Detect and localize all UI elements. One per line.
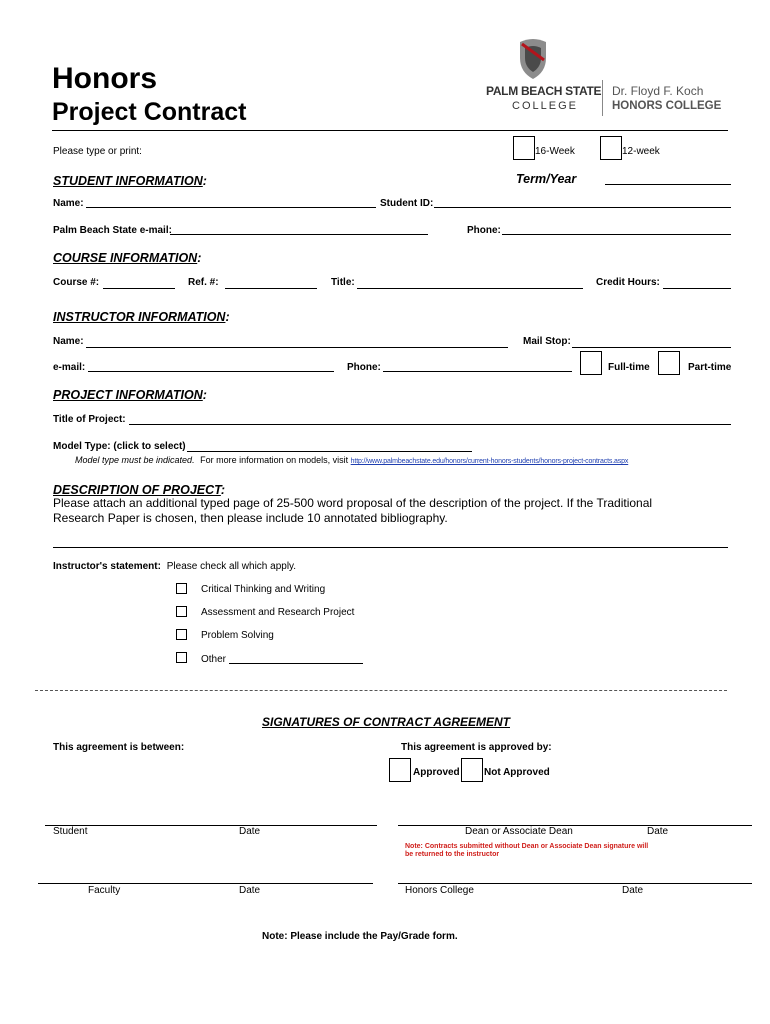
description-rule xyxy=(53,547,728,548)
footer-note: Note: Please include the Pay/Grade form. xyxy=(262,931,458,942)
critical-thinking-checkbox[interactable] xyxy=(176,583,187,594)
honors-college-signature-label: Honors College xyxy=(405,885,474,896)
project-info-colon: : xyxy=(202,388,207,402)
project-info-heading xyxy=(53,386,207,404)
shield-logo-icon xyxy=(516,36,550,80)
description-heading-text: DESCRIPTION OF PROJECT xyxy=(53,483,221,497)
honors-college-date-label: Date xyxy=(622,885,644,896)
other-label: Other xyxy=(201,654,227,665)
instructor-phone-field[interactable] xyxy=(383,371,572,372)
more-info-text: For more information on models, visit xyxy=(200,455,349,465)
logo-college-top: PALM BEACH STATE xyxy=(486,84,602,98)
models-link[interactable]: http://www.palmbeachstate.edu/honors/current-honors-students/honors-project-contracts.aspx xyxy=(350,458,629,465)
project-info-heading-text: PROJECT INFORMATION xyxy=(53,388,203,402)
student-name-label: Name: xyxy=(53,198,84,209)
model-type-label: Model Type: (click to select) xyxy=(53,441,186,452)
logo-dean-name: Dr. Floyd F. Koch xyxy=(612,84,704,98)
term-12-week-label: 12-week xyxy=(622,146,660,157)
description-line-1: Please attach an additional typed page of 25-500 word proposal of the description of the project. If the Traditional xyxy=(53,496,653,510)
header-rule xyxy=(52,130,728,131)
ref-number-field[interactable] xyxy=(225,288,317,289)
student-id-field[interactable] xyxy=(434,207,731,208)
instructor-statement-hint: Please check all which apply. xyxy=(166,561,297,572)
not-approved-label: Not Approved xyxy=(484,767,550,778)
full-time-checkbox[interactable] xyxy=(580,351,602,375)
agreement-approved-by-label: This agreement is approved by: xyxy=(401,742,552,753)
project-title-label: Title of Project: xyxy=(53,414,126,425)
instructor-email-field[interactable] xyxy=(88,371,334,372)
faculty-signature-label: Faculty xyxy=(88,885,121,896)
student-info-colon: : xyxy=(202,174,207,188)
description-colon: : xyxy=(220,483,226,497)
dean-date-label: Date xyxy=(647,826,669,837)
course-number-label: Course #: xyxy=(53,277,100,288)
red-note-line-1: Note: Contracts submitted without Dean or Associate Dean signature will xyxy=(405,843,649,850)
instructor-statement xyxy=(53,561,296,572)
student-info-heading-text: STUDENT INFORMATION xyxy=(53,174,203,188)
term-year-label: Term/Year xyxy=(516,172,577,186)
description-line-2: Research Paper is chosen, then please include 10 annotated bibliography. xyxy=(53,511,448,525)
credit-hours-field[interactable] xyxy=(663,288,731,289)
model-note-line xyxy=(75,455,628,465)
part-time-label: Part-time xyxy=(688,362,732,373)
title-project-contract: Project Contract xyxy=(52,98,247,126)
student-phone-field[interactable] xyxy=(502,234,731,235)
dean-signature-line[interactable] xyxy=(398,825,752,826)
dean-signature-label: Dean or Associate Dean xyxy=(465,826,573,837)
term-16-week-label: 16-Week xyxy=(535,146,575,157)
course-number-field[interactable] xyxy=(103,288,175,289)
student-phone-label: Phone: xyxy=(467,225,501,236)
instructor-info-heading xyxy=(53,308,230,326)
assessment-research-label: Assessment and Research Project xyxy=(201,607,355,618)
instructor-name-field[interactable] xyxy=(86,347,508,348)
logo-honors-college: HONORS COLLEGE xyxy=(612,100,722,112)
student-signature-line[interactable] xyxy=(45,825,377,826)
student-name-field[interactable] xyxy=(86,207,376,208)
course-info-heading-text: COURSE INFORMATION xyxy=(53,251,198,265)
term-12-week-checkbox[interactable] xyxy=(600,136,622,160)
student-email-field[interactable] xyxy=(170,234,428,235)
dashed-rule xyxy=(35,690,727,691)
approved-label: Approved xyxy=(413,767,460,778)
instructor-statement-label: Instructor's statement: xyxy=(53,561,161,572)
agreement-between-label: This agreement is between: xyxy=(53,742,185,753)
red-note-line-2: be returned to the instructor xyxy=(405,851,500,858)
faculty-signature-line[interactable] xyxy=(38,883,373,884)
instructor-info-colon: : xyxy=(225,310,230,324)
problem-solving-label: Problem Solving xyxy=(201,630,274,641)
ref-number-label: Ref. #: xyxy=(188,277,219,288)
term-16-week-checkbox[interactable] xyxy=(513,136,535,160)
critical-thinking-label: Critical Thinking and Writing xyxy=(201,584,326,595)
faculty-date-label: Date xyxy=(239,885,261,896)
signatures-heading: SIGNATURES OF CONTRACT AGREEMENT xyxy=(262,715,510,729)
student-date-label: Date xyxy=(239,826,261,837)
student-info-heading xyxy=(53,172,207,190)
not-approved-checkbox[interactable] xyxy=(461,758,483,782)
instructor-email-label: e-mail: xyxy=(53,362,86,373)
mail-stop-label: Mail Stop: xyxy=(523,336,571,347)
other-field[interactable] xyxy=(229,663,363,664)
student-id-label: Student ID: xyxy=(380,198,434,209)
instructor-phone-label: Phone: xyxy=(347,362,381,373)
problem-solving-checkbox[interactable] xyxy=(176,629,187,640)
term-year-field[interactable] xyxy=(605,184,731,185)
assessment-research-checkbox[interactable] xyxy=(176,606,187,617)
approved-checkbox[interactable] xyxy=(389,758,411,782)
logo xyxy=(484,36,734,122)
instructor-name-label: Name: xyxy=(53,336,84,347)
model-note: Model type must be indicated. xyxy=(75,455,195,465)
project-title-field[interactable] xyxy=(129,424,731,425)
part-time-checkbox[interactable] xyxy=(658,351,680,375)
instructor-info-heading-text: INSTRUCTOR INFORMATION xyxy=(53,310,226,324)
model-type-select[interactable] xyxy=(187,451,472,452)
logo-divider xyxy=(602,80,603,116)
title-honors: Honors xyxy=(52,62,157,95)
credit-hours-label: Credit Hours: xyxy=(596,277,660,288)
course-info-colon: : xyxy=(197,251,202,265)
honors-college-signature-line[interactable] xyxy=(398,883,752,884)
student-email-label: Palm Beach State e-mail: xyxy=(53,225,172,236)
logo-college-bottom: COLLEGE xyxy=(512,100,578,112)
course-title-field[interactable] xyxy=(357,288,583,289)
full-time-label: Full-time xyxy=(608,362,650,373)
student-signature-label: Student xyxy=(53,826,88,837)
course-info-heading xyxy=(53,249,201,267)
please-type-label: Please type or print: xyxy=(53,146,142,157)
mail-stop-field[interactable] xyxy=(572,347,731,348)
course-title-label: Title: xyxy=(331,277,355,288)
other-checkbox[interactable] xyxy=(176,652,187,663)
